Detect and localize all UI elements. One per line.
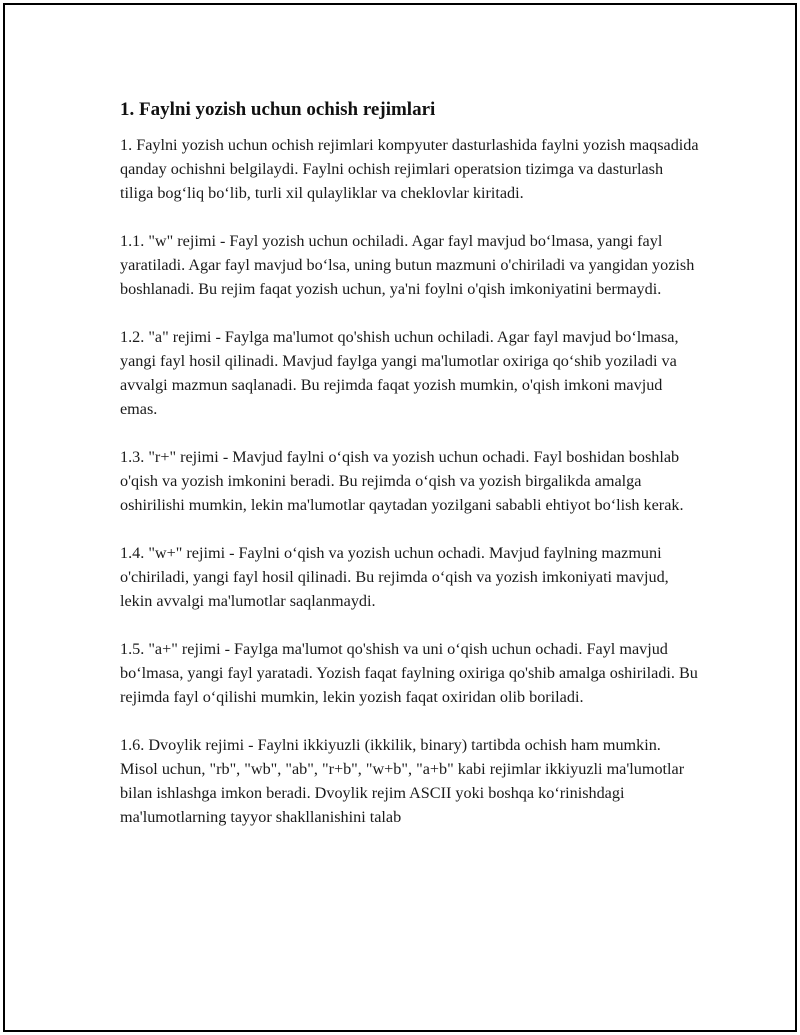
document-body xyxy=(120,97,700,853)
paragraph-intro: 1. Faylni yozish uchun ochish rejimlari kompyuter dasturlashida faylni yozish maqsadida qanday ochishni belgilaydi. Faylni ochish rejimlari operatsion tizimga va dasturlash tiliga bog‘liq bo‘lib, turli xil qulayliklar va cheklovlar kiritadi. xyxy=(120,136,699,202)
paragraph-a-plus-mode: 1.5. "a+" rejimi - Faylga ma'lumot qo'shish va uni o‘qish uchun ochadi. Fayl mavjud bo‘lmasa, yangi fayl yaratadi. Yozish faqat faylning oxiriga qo'shib amalga oshiriladi. Bu rejimda fayl o‘qilishi mumkin, lekin yozish faqat oxiridan olib boriladi. xyxy=(120,640,698,706)
page-frame xyxy=(3,3,797,1032)
paragraph-r-plus-mode: 1.3. "r+" rejimi - Mavjud faylni o‘qish va yozish uchun ochadi. Fayl boshidan boshlab o'qish va yozish imkonini beradi. Bu rejimda o‘qish va yozish birgalikda amalga oshirilishi mumkin, lekin ma'lumotlar qaytadan yozilgani sababli ehtiyot bo‘lish kerak. xyxy=(120,448,684,514)
paragraph-a-mode: 1.2. "a" rejimi - Faylga ma'lumot qo'shish uchun ochiladi. Agar fayl mavjud bo‘lmasa, yangi fayl hosil qilinadi. Mavjud faylga yangi ma'lumotlar oxiriga qo‘shib yoziladi va avvalgi mazmun saqlanadi. Bu rejimda faqat yozish mumkin, o'qish imkoni mavjud emas. xyxy=(120,328,679,418)
paragraph-w-mode: 1.1. "w" rejimi - Fayl yozish uchun ochiladi. Agar fayl mavjud bo‘lmasa, yangi fayl yaratiladi. Agar fayl mavjud bo‘lsa, uning butun mazmuni o'chiriladi va yangidan yozish boshlanadi. Bu rejim faqat yozish uchun, ya'ni foylni o'qish imkoniyatini bermaydi. xyxy=(120,232,695,298)
paragraph-w-plus-mode: 1.4. "w+" rejimi - Faylni o‘qish va yozish uchun ochadi. Mavjud faylning mazmuni o'chiriladi, yangi fayl hosil qilinadi. Bu rejimda o‘qish va yozish imkoniyati mavjud, lekin avvalgi ma'lumotlar saqlanmaydi. xyxy=(120,544,669,610)
page-title: 1. Faylni yozish uchun ochish rejimlari xyxy=(120,99,436,120)
paragraph-binary-mode: 1.6. Dvoylik rejimi - Faylni ikkiyuzli (ikkilik, binary) tartibda ochish ham mumkin. Misol uchun, "rb", "wb", "ab", "r+b", "w+b", "a+b" kabi rejimlar ikkiyuzli ma'lumotlar bilan ishlashga imkon beradi. Dvoylik rejim ASCII yoki boshqa ko‘rinishdagi ma'lumotlarning tayyor shakllanishini talab xyxy=(120,736,685,826)
